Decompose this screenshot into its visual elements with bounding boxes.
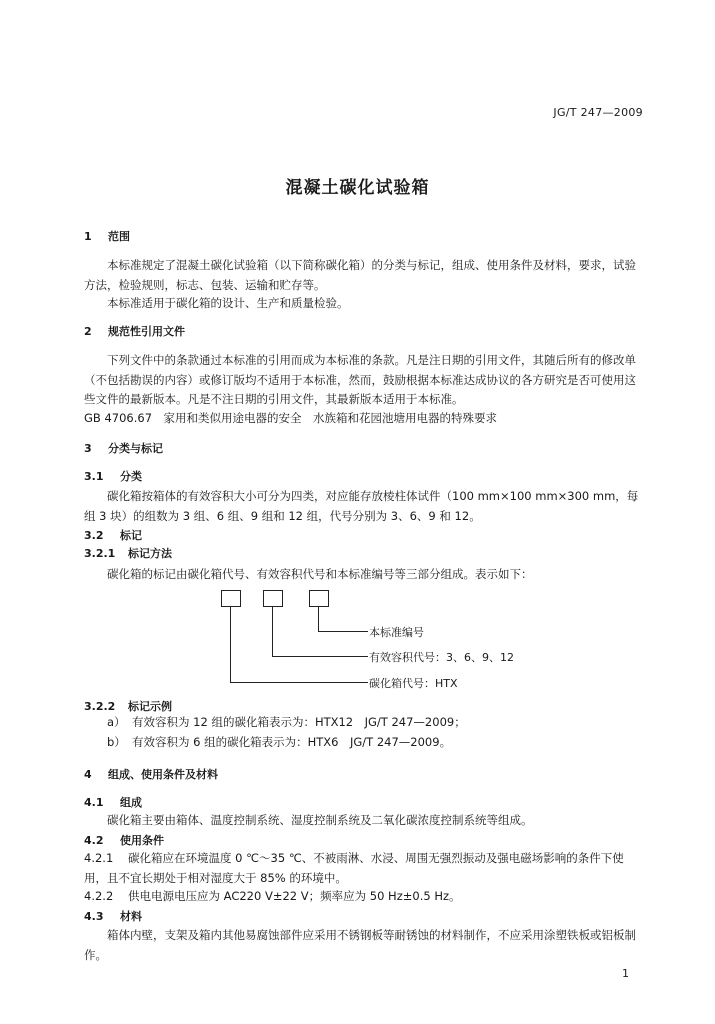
subsection-title: 使用条件 — [120, 834, 164, 847]
section-title: 分类与标记 — [108, 442, 163, 455]
paragraph-text: 供电电源电压应为 AC220 V±22 V；频率应为 50 Hz±0.5 Hz。 — [128, 889, 461, 903]
connector-line — [272, 656, 368, 657]
subsection-3-2-1-heading — [84, 545, 172, 561]
subsection-number: 4.1 — [84, 796, 104, 809]
connector-line — [272, 607, 273, 656]
connector-line — [318, 607, 319, 631]
page-title: 混凝土碳化试验箱 — [285, 178, 430, 198]
section-number: 1 — [84, 230, 92, 243]
subsection-title: 标记示例 — [128, 700, 172, 713]
example-item-b — [107, 733, 451, 753]
section-2-paragraph-1: 下列文件中的条款通过本标准的引用而成为本标准的条款。凡是注日期的引用文件，其随后所有的修改单（不包括勘误的内容）或修订版均不适用于本标准，然而，鼓励根据本标准达成协议的各方研究是否可使用这些文件的最新版本。凡是不注日期的引用文件，其最新版本适用于本标准。 — [84, 353, 636, 406]
section-title: 组成、使用条件及材料 — [108, 768, 218, 781]
standard-number-label: 本标准编号 — [369, 626, 424, 639]
section-number: 3 — [84, 442, 92, 455]
section-title: 范围 — [108, 230, 130, 243]
subsection-4-1-paragraph: 碳化箱主要由箱体、温度控制系统、湿度控制系统及二氧化碳浓度控制系统等组成。 — [107, 813, 533, 827]
subsection-3-2-2-heading — [84, 698, 172, 714]
section-number: 4 — [84, 768, 92, 781]
connector-line — [230, 682, 368, 683]
example-text: 有效容积为 6 组的碳化箱表示为：HTX6 JG/T 247—2009。 — [132, 735, 452, 749]
section-2-reference: GB 4706.67 家用和类似用途电器的安全 水族箱和花园池塘用电器的特殊要求 — [84, 411, 498, 425]
subsection-3-1-paragraph: 碳化箱按箱体的有效容积大小可分为四类，对应能存放棱柱体试件（100 mm×100 mm×300 mm，每组 3 块）的组数为 3 组、6 组、9 组和 12 组，代号分别为 3、6、9 和 12。 — [84, 489, 639, 523]
example-text: 有效容积为 12 组的碳化箱表示为：HTX12 JG/T 247—2009； — [132, 715, 466, 729]
subsection-title: 标记 — [120, 529, 142, 542]
section-1-paragraph-1: 本标准规定了混凝土碳化试验箱（以下简称碳化箱）的分类与标记，组成、使用条件及材料，要求，试验方法，检验规则，标志、包装、运输和贮存等。 — [84, 258, 636, 292]
subsection-3-2-1-paragraph: 碳化箱的标记由碳化箱代号、有效容积代号和本标准编号等三部分组成。表示如下： — [107, 567, 533, 581]
volume-code-box — [263, 590, 283, 607]
paragraph-text: 碳化箱应在环境温度 0 ℃～35 ℃、不被雨淋、水浸、周围无强烈振动及强电磁场影响的条件下使用，且不宜长期处于相对湿度大于 85% 的环境中。 — [84, 851, 624, 885]
subsection-title: 材料 — [120, 910, 142, 923]
subsection-number: 4.2.2 — [84, 889, 114, 903]
subsection-4-1-heading — [84, 794, 142, 810]
volume-code-label: 有效容积代号：3、6、9、12 — [369, 651, 514, 664]
list-marker: b） — [107, 735, 126, 749]
subsection-number: 3.2.2 — [84, 700, 116, 713]
section-1-paragraph-2: 本标准适用于碳化箱的设计、生产和质量检验。 — [107, 296, 349, 310]
subsection-4-3-heading — [84, 908, 142, 924]
list-marker: a） — [107, 715, 126, 729]
subsection-4-3-paragraph: 箱体内壁，支架及箱内其他易腐蚀部件应采用不锈钢板等耐锈蚀的材料制作，不应采用涂塑铁板或铝板制作。 — [84, 928, 636, 962]
product-code-label: 碳化箱代号：HTX — [369, 677, 458, 690]
connector-line — [230, 607, 231, 682]
subsection-title: 标记方法 — [128, 547, 172, 560]
subsection-number: 3.1 — [84, 470, 104, 483]
standard-code: JG/T 247—2009 — [553, 106, 643, 119]
subsection-title: 分类 — [120, 470, 142, 483]
subsection-number: 4.2.1 — [84, 851, 114, 865]
subsection-number: 3.2 — [84, 529, 104, 542]
subsection-4-2-2-paragraph — [84, 887, 646, 907]
section-2-heading — [84, 323, 185, 339]
subsection-3-2-heading — [84, 527, 142, 543]
connector-line — [318, 631, 368, 632]
subsection-number: 4.2 — [84, 834, 104, 847]
page-number: 1 — [622, 967, 629, 980]
product-code-box — [221, 590, 241, 607]
standard-number-box — [309, 590, 329, 607]
section-3-heading — [84, 440, 163, 456]
subsection-title: 组成 — [120, 796, 142, 809]
section-4-heading — [84, 766, 218, 782]
example-item-a — [107, 713, 466, 733]
subsection-number: 3.2.1 — [84, 547, 116, 560]
section-title: 规范性引用文件 — [108, 325, 185, 338]
subsection-4-2-1-paragraph — [84, 849, 646, 888]
subsection-4-2-heading — [84, 832, 164, 848]
subsection-number: 4.3 — [84, 910, 104, 923]
subsection-3-1-heading — [84, 468, 142, 484]
section-1-heading — [84, 228, 130, 244]
section-number: 2 — [84, 325, 92, 338]
